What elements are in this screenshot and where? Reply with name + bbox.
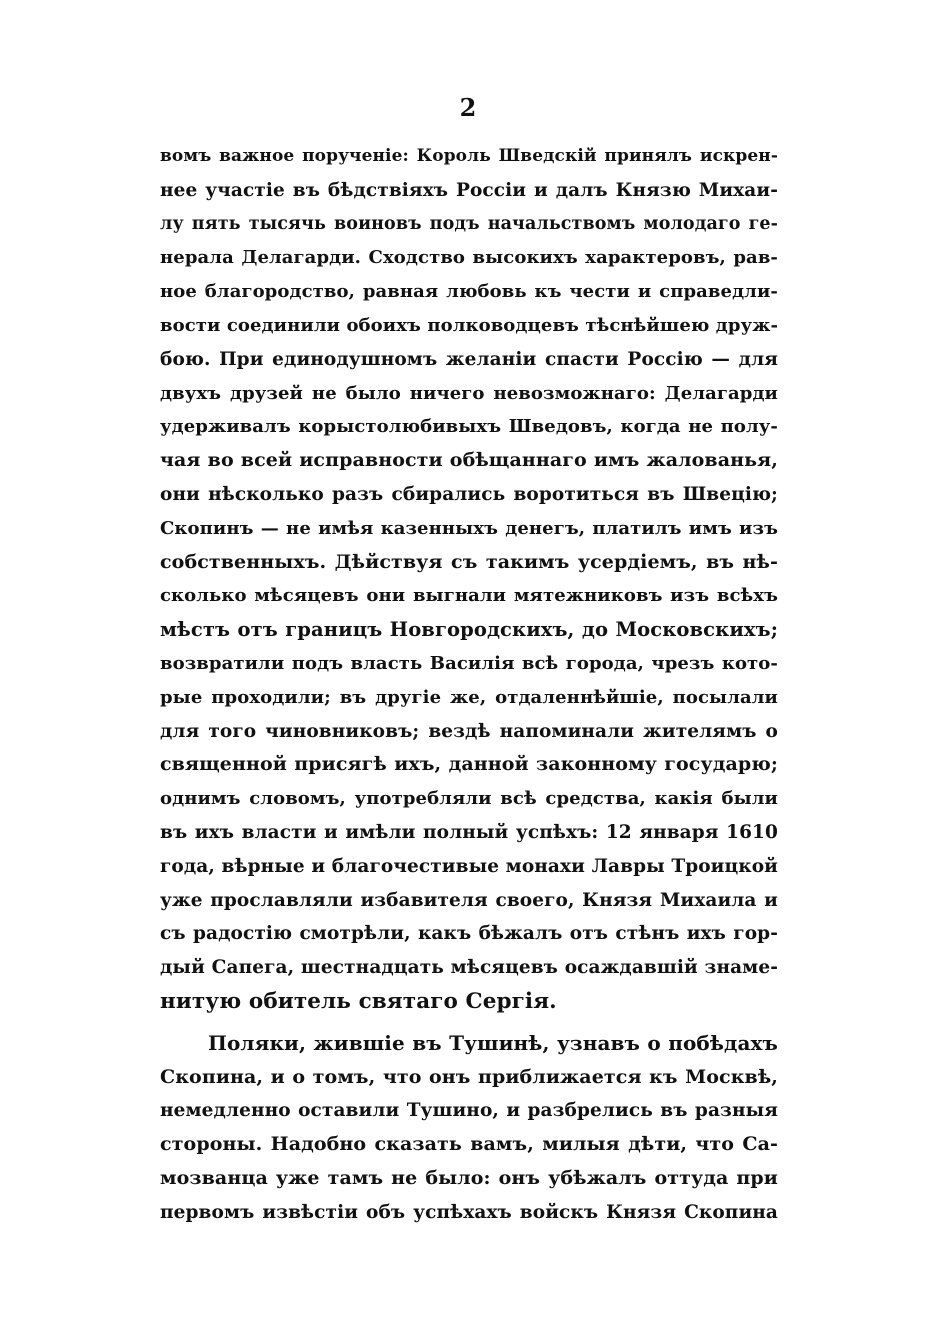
text-line: чая во всей исправности обѣщаннаго имъ жалованья, [160, 449, 778, 472]
text-line: нитую обитель святаго Сергія. [160, 988, 557, 1014]
text-line: года, вѣрные и благочестивые монахи Лавры Троицкой [160, 855, 778, 877]
text-line: возвратили подъ власть Василія всѣ города, чрезъ кото- [160, 652, 778, 674]
page-text [160, 140, 778, 1230]
text-line: уже прославляли избавителя своего, Князя Михаила и [160, 889, 778, 911]
text-line: для того чиновниковъ; вездѣ напоминали жителямъ о [160, 720, 778, 742]
page-number: 2 [459, 93, 477, 122]
text-line: мозванца уже тамъ не было: онъ убѣжалъ оттуда при [160, 1166, 778, 1189]
text-line: вости соединили обоихъ полководцевъ тѣснѣйшею друж- [160, 314, 778, 336]
text-line: удерживалъ корыстолюбивыхъ Шведовъ, когда не полу- [160, 416, 778, 438]
text-line: сколько мѣсяцевъ они выгнали мятежниковъ изъ всѣхъ [160, 585, 778, 607]
text-line: двухъ друзей не было ничего невозможнаго: Делагарди [160, 382, 778, 404]
text-line: стороны. Надобно сказать вамъ, милыя дѣти, что Са- [160, 1133, 778, 1156]
text-line: ное благородство, равная любовь къ чести и справедли- [160, 281, 778, 303]
text-line: дый Сапега, шестнадцать мѣсяцевъ осаждавшій знаме- [160, 957, 778, 979]
text-line: бою. При единодушномъ желаніи спасти Россію — для [160, 348, 778, 370]
text-line: первомъ извѣстіи объ успѣхахъ войскъ Князя Скопина [160, 1201, 778, 1223]
text-line: однимъ словомъ, употребляли всѣ средства, какія были [160, 788, 778, 810]
text-line: нее участіе въ бѣдствіяхъ Россіи и далъ Князю Михаи- [160, 179, 778, 201]
text-line: мѣстъ отъ границъ Новгородскихъ, до Московскихъ; [160, 618, 778, 642]
paragraph-1 [160, 140, 778, 1019]
text-line: Скопинъ — не имѣя казенныхъ денегъ, платилъ имъ изъ [160, 517, 778, 539]
text-line: Скопина, и о томъ, что онъ приближается къ Москвѣ, [160, 1065, 778, 1088]
text-line: нерала Делагарди. Сходство высокихъ характеровъ, рав- [160, 247, 778, 269]
text-line: немедленно оставили Тушино, и разбрелись въ разныя [160, 1100, 778, 1122]
text-line: рые проходили; въ другіе же, отдаленнѣйшіе, посылали [160, 686, 778, 708]
text-line: съ радостію смотрѣли, какъ бѣжалъ отъ стѣнъ ихъ гор- [160, 923, 778, 945]
text-line: они нѣсколько разъ сбирались воротиться въ Швецію; [160, 483, 778, 505]
text-line: священной присягѣ ихъ, данной законному государю; [160, 753, 778, 776]
paragraph-2 [160, 1027, 778, 1230]
text-line: въ ихъ власти и имѣли полный успѣхъ: 12 января 1610 [160, 821, 778, 843]
text-line: собственныхъ. Дѣйствуя съ такимъ усердіемъ, въ нѣ- [160, 550, 778, 573]
text-line: лу пять тысячь воиновъ подъ начальствомъ молодаго ге- [160, 213, 778, 234]
text-line-indented: Поляки, жившіе въ Тушинѣ, узнавъ о побѣдахъ [208, 1030, 778, 1055]
text-line: вомъ важное порученіе: Король Шведскій принялъ искрен- [160, 146, 778, 166]
